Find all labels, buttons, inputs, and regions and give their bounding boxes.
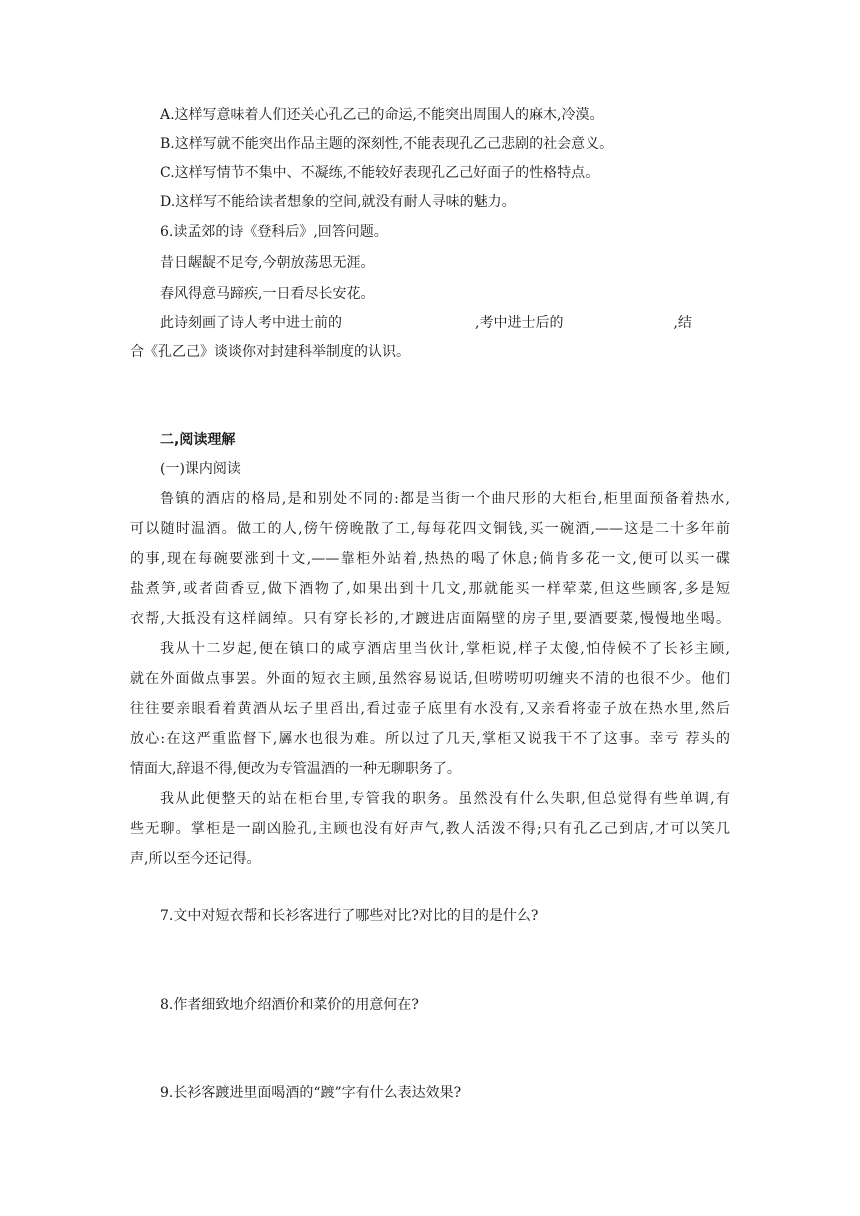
question-6-stem: 6.读孟郊的诗《登科后》,回答问题。: [160, 224, 388, 240]
option-a: A.这样写意味着人们还关心孔乙己的命运,不能突出周围人的麻木,冷漠。: [160, 107, 604, 123]
question-8: 8.作者细致地介绍酒价和菜价的用意何在?: [160, 997, 419, 1013]
passage-line: 放心:在这严重监督下,羼水也很为难。所以过了几天,掌柜又说我干不了这事。幸亏 荐头的: [130, 731, 730, 747]
passage-line: 往往要亲眼看着黄酒从坛子里舀出,看过壶子底里有水没有,又亲看将壶子放在热水里,然后: [130, 701, 730, 717]
question-6-prompt-line-2: 合《孔乙己》谈谈你对封建科举制度的认识。: [130, 344, 410, 360]
prompt-text-1: 此诗刻画了诗人考中进士前的: [160, 315, 342, 331]
passage-line: 我从十二岁起,便在镇口的咸亨酒店里当伙计,掌柜说,样子太傻,怕侍候不了长衫主顾,: [160, 641, 730, 657]
section-subtitle: (一)课内阅读: [160, 461, 241, 477]
passage-line: 我从此便整天的站在柜台里,专管我的职务。虽然没有什么失职,但总觉得有些单调,有: [160, 791, 730, 807]
passage-line: 声,所以至今还记得。: [130, 851, 261, 867]
passage-line: 就在外面做点事罢。外面的短衣主顾,虽然容易说话,但唠唠叨叨缠夹不清的也很不少。他们: [130, 671, 730, 687]
option-d: D.这样写不能给读者想象的空间,就没有耐人寻味的魅力。: [160, 194, 516, 210]
passage-line: 盐煮笋,或者茴香豆,做下酒物了,如果出到十几文,那就能买一样荤菜,但这些顾客,多是短: [130, 581, 730, 597]
passage-line: 可以随时温酒。做工的人,傍午傍晚散了工,每每花四文铜钱,买一碗酒,——这是二十多年前: [130, 521, 730, 537]
passage-line: 情面大,辞退不得,便改为专管温酒的一种无聊职务了。: [130, 761, 461, 777]
prompt-text-3: ,结: [673, 315, 692, 331]
question-9: 9.长衫客踱进里面喝酒的“踱”字有什么表达效果?: [160, 1085, 462, 1101]
section-title: 二,阅读理解: [160, 432, 236, 448]
poem-line-1: 昔日龌龊不足夸,今朝放荡思无涯。: [160, 255, 375, 271]
passage-line: 衣帮,大抵没有这样阔绰。只有穿长衫的,才踱进店面隔壁的房子里,要酒要菜,慢慢地坐喝。: [130, 611, 730, 627]
poem-line-2: 春风得意马蹄疾,一日看尽长安花。: [160, 286, 375, 302]
passage-line: 的事,现在每碗要涨到十文,——靠柜外站着,热热的喝了休息;倘肯多花一文,便可以买一碟: [130, 551, 730, 567]
option-c: C.这样写情节不集中、不凝练,不能较好表现孔乙己好面子的性格特点。: [160, 165, 600, 181]
passage-line: 些无聊。掌柜是一副凶脸孔,主顾也没有好声气,教人活泼不得;只有孔乙己到店,才可以笑几: [130, 821, 730, 837]
passage-line: 鲁镇的酒店的格局,是和别处不同的:都是当街一个曲尺形的大柜台,柜里面预备着热水,: [160, 491, 730, 507]
question-6-prompt-line-1: [160, 313, 692, 333]
option-b: B.这样写就不能突出作品主题的深刻性,不能表现孔乙己悲剧的社会意义。: [160, 136, 614, 152]
question-7: 7.文中对短衣帮和长衫客进行了哪些对比?对比的目的是什么?: [160, 908, 539, 924]
prompt-text-2: ,考中进士后的: [475, 315, 564, 331]
